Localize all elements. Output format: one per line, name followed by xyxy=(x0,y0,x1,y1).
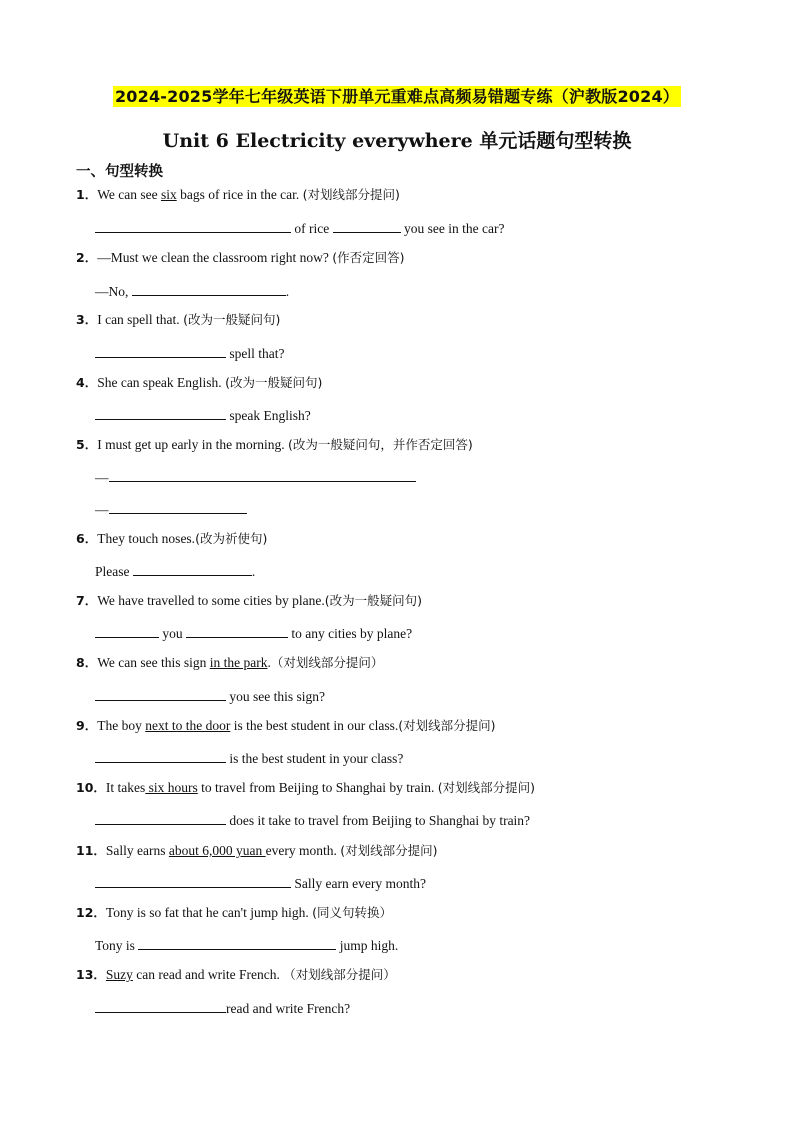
question-3 xyxy=(76,311,280,329)
question-text: Sally earns xyxy=(105,843,169,858)
answer-10 xyxy=(95,810,530,830)
question-number: 12． xyxy=(76,905,106,920)
answer-12 xyxy=(95,935,398,955)
question-text: We have travelled to some cities by plane. xyxy=(97,593,325,608)
answer-9 xyxy=(95,748,403,768)
instruction: (作否定回答) xyxy=(332,250,405,265)
question-number: 5． xyxy=(76,437,98,452)
instruction: (改为一般疑问句) xyxy=(324,593,423,608)
answer-text: read and write French? xyxy=(226,1001,351,1016)
question-13 xyxy=(76,966,396,984)
answer-text: you xyxy=(159,626,186,641)
answer-blank[interactable] xyxy=(132,281,286,296)
underlined-text: Suzy xyxy=(105,967,133,982)
question-text: They touch noses. xyxy=(97,531,196,546)
question-7 xyxy=(76,592,422,610)
question-text: The boy xyxy=(97,718,146,733)
question-text: . xyxy=(267,655,271,670)
instruction: （对划线部分提问） xyxy=(283,967,396,982)
answer-dash: — xyxy=(95,470,109,485)
instruction: (改为一般疑问句) xyxy=(183,312,281,327)
question-12 xyxy=(76,904,392,922)
answer-blank[interactable] xyxy=(95,218,291,233)
answer-text: of rice xyxy=(291,221,333,236)
question-4 xyxy=(76,374,322,392)
answer-dash: — xyxy=(95,502,109,517)
question-text: We can see this sign xyxy=(97,655,210,670)
answer-blank[interactable] xyxy=(95,873,291,888)
answer-text: you see this sign? xyxy=(226,689,325,704)
answer-text: you see in the car? xyxy=(400,221,505,236)
underlined-text: six hours xyxy=(145,780,198,795)
answer-text: Sally earn every month? xyxy=(291,876,426,891)
instruction: (对划线部分提问) xyxy=(398,718,496,733)
instruction: (改为一般疑问句) xyxy=(225,375,323,390)
answer-blank[interactable] xyxy=(95,810,226,825)
answer-11 xyxy=(95,873,426,893)
question-number: 8． xyxy=(76,655,98,670)
question-number: 11． xyxy=(76,843,106,858)
instruction: (对划线部分提问) xyxy=(340,843,438,858)
question-number: 3． xyxy=(76,312,98,327)
question-text: She can speak English. xyxy=(97,375,226,390)
question-text: every month. xyxy=(265,843,341,858)
answer-text: jump high. xyxy=(336,938,399,953)
answer-text: spell that? xyxy=(226,346,285,361)
answer-text: . xyxy=(251,564,256,579)
question-text: I must get up early in the morning. xyxy=(97,437,289,452)
answer-blank[interactable] xyxy=(95,343,226,358)
answer-text: to any cities by plane? xyxy=(288,626,413,641)
answer-text: does it take to travel from Beijing to Shanghai by train? xyxy=(226,813,531,828)
underlined-text: six xyxy=(160,187,177,202)
answer-blank[interactable] xyxy=(95,405,226,420)
answer-5a xyxy=(95,467,416,487)
answer-2 xyxy=(95,281,289,301)
underlined-text: in the park xyxy=(209,655,268,670)
question-11 xyxy=(76,842,438,860)
question-2 xyxy=(76,249,405,267)
answer-blank[interactable] xyxy=(138,935,336,950)
series-title xyxy=(0,84,794,107)
series-title-text: 2024-2025学年七年级英语下册单元重难点高频易错题专练（沪教版2024） xyxy=(114,87,680,106)
answer-blank[interactable] xyxy=(95,748,226,763)
answer-blank[interactable] xyxy=(186,623,288,638)
underlined-text: about 6,000 yuan xyxy=(168,843,266,858)
answer-blank[interactable] xyxy=(333,218,401,233)
instruction: (改为一般疑问句，并作否定回答) xyxy=(288,437,473,452)
instruction: (同义句转换） xyxy=(312,905,393,920)
instruction: （对划线部分提问） xyxy=(270,655,384,670)
question-text: —Must we clean the classroom right now? xyxy=(97,250,333,265)
question-5 xyxy=(76,436,473,454)
question-number: 10． xyxy=(76,780,106,795)
question-10 xyxy=(76,779,535,797)
answer-8 xyxy=(95,686,325,706)
answer-7 xyxy=(95,623,412,643)
question-number: 13． xyxy=(76,967,106,982)
answer-5b xyxy=(95,499,247,519)
answer-blank[interactable] xyxy=(95,686,226,701)
question-text: Tony is so fat that he can't jump high. xyxy=(105,905,313,920)
section-heading: 一、句型转换 xyxy=(76,164,163,180)
underlined-text: next to the door xyxy=(145,718,231,733)
question-number: 7． xyxy=(76,593,98,608)
question-number: 4． xyxy=(76,375,98,390)
instruction: (对划线部分提问) xyxy=(302,187,400,202)
answer-text: is the best student in your class? xyxy=(226,751,404,766)
question-number: 9． xyxy=(76,718,98,733)
question-text: I can spell that. xyxy=(97,312,184,327)
answer-blank[interactable] xyxy=(95,623,159,638)
answer-blank[interactable] xyxy=(133,561,252,576)
answer-13 xyxy=(95,998,350,1018)
question-1 xyxy=(76,186,400,204)
question-text: It takes xyxy=(105,780,146,795)
question-text: can read and write French. xyxy=(132,967,284,982)
question-text: We can see xyxy=(97,187,161,202)
answer-blank[interactable] xyxy=(109,467,416,482)
question-number: 2． xyxy=(76,250,98,265)
answer-text: speak English? xyxy=(226,408,311,423)
question-8 xyxy=(76,654,383,672)
unit-title: Unit 6 Electricity everywhere 单元话题句型转换 xyxy=(162,130,632,152)
question-6 xyxy=(76,530,267,548)
answer-4 xyxy=(95,405,311,425)
question-number: 1． xyxy=(76,187,98,202)
answer-3 xyxy=(95,343,284,363)
instruction: (改为祈使句) xyxy=(195,531,268,546)
question-number: 6． xyxy=(76,531,98,546)
question-9 xyxy=(76,717,496,735)
question-text: to travel from Beijing to Shanghai by train. xyxy=(197,780,438,795)
question-text: is the best student in our class. xyxy=(230,718,399,733)
answer-text: Tony is xyxy=(95,938,139,953)
question-text: bags of rice in the car. xyxy=(176,187,303,202)
instruction: (对划线部分提问) xyxy=(437,780,536,795)
answer-1 xyxy=(95,218,504,238)
answer-blank[interactable] xyxy=(95,998,226,1013)
answer-6 xyxy=(95,561,255,581)
answer-text: Please xyxy=(95,564,133,579)
answer-text: . xyxy=(285,284,290,299)
answer-text: —No, xyxy=(95,284,132,299)
answer-blank[interactable] xyxy=(109,499,247,514)
